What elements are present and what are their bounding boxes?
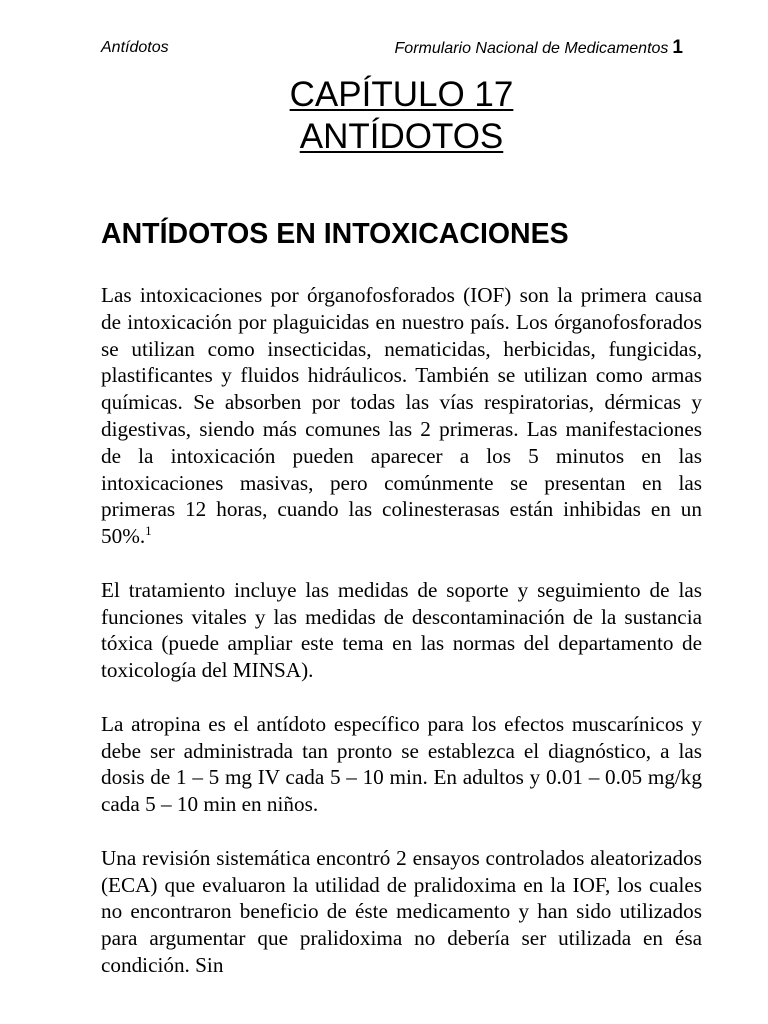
header-book-title-group — [395, 36, 683, 61]
paragraph: Una revisión sistemática encontró 2 ensayos controlados aleatorizados (ECA) que evaluaron la utilidad de pralidoxima en la IOF, los cuales no encontraron beneficio de éste medicamento y han sido utilizados para argumentar que pralidoxima no debería ser utilizada en ésa condición. Sin — [101, 845, 702, 977]
footnote-marker: 1 — [145, 523, 152, 539]
chapter-number: CAPÍTULO 17 — [289, 75, 514, 114]
paragraph-text: Las intoxicaciones por órganofosforados (IOF) son la primera causa de intoxicación por plaguicidas en nuestro país. Los órganofosforados se utilizan como insecticidas, nematicidas, herbicidas, fungicidas, plastificantes y fluidos hidráulicos. También se utilizan como armas químicas. Se absorben por todas las vías respiratorias, dérmicas y digestivas, siendo más comunes las 2 primeras. Las manifestaciones de la intoxicación pueden aparecer a los 5 minutos en las intoxicaciones masivas, pero comúnmente se presentan en las primeras 12 horas, cuando las colinesterasas están inhibidas en un 50%. — [101, 283, 702, 549]
header-chapter-name: Antídotos — [101, 39, 169, 56]
paragraph — [101, 282, 702, 550]
running-header — [101, 36, 683, 60]
chapter-name: ANTÍDOTOS — [299, 117, 504, 156]
paragraph: La atropina es el antídoto específico para los efectos muscarínicos y debe ser administrada tan pronto se establezca el diagnóstico, a las dosis de 1 – 5 mg IV cada 5 – 10 min. En adultos y 0.01 – 0.05 mg/kg cada 5 – 10 min en niños. — [101, 711, 702, 817]
body-text — [101, 282, 702, 1006]
paragraph: El tratamiento incluye las medidas de soporte y seguimiento de las funciones vitales y las medidas de descontaminación de la sustancia tóxica (puede ampliar este tema en las normas del departamento de toxicología del MINSA). — [101, 577, 702, 683]
section-heading: ANTÍDOTOS EN INTOXICACIONES — [101, 218, 569, 250]
header-book-title: Formulario Nacional de Medicamentos — [394, 40, 669, 57]
chapter-title — [101, 74, 702, 158]
page-number: 1 — [672, 37, 683, 58]
